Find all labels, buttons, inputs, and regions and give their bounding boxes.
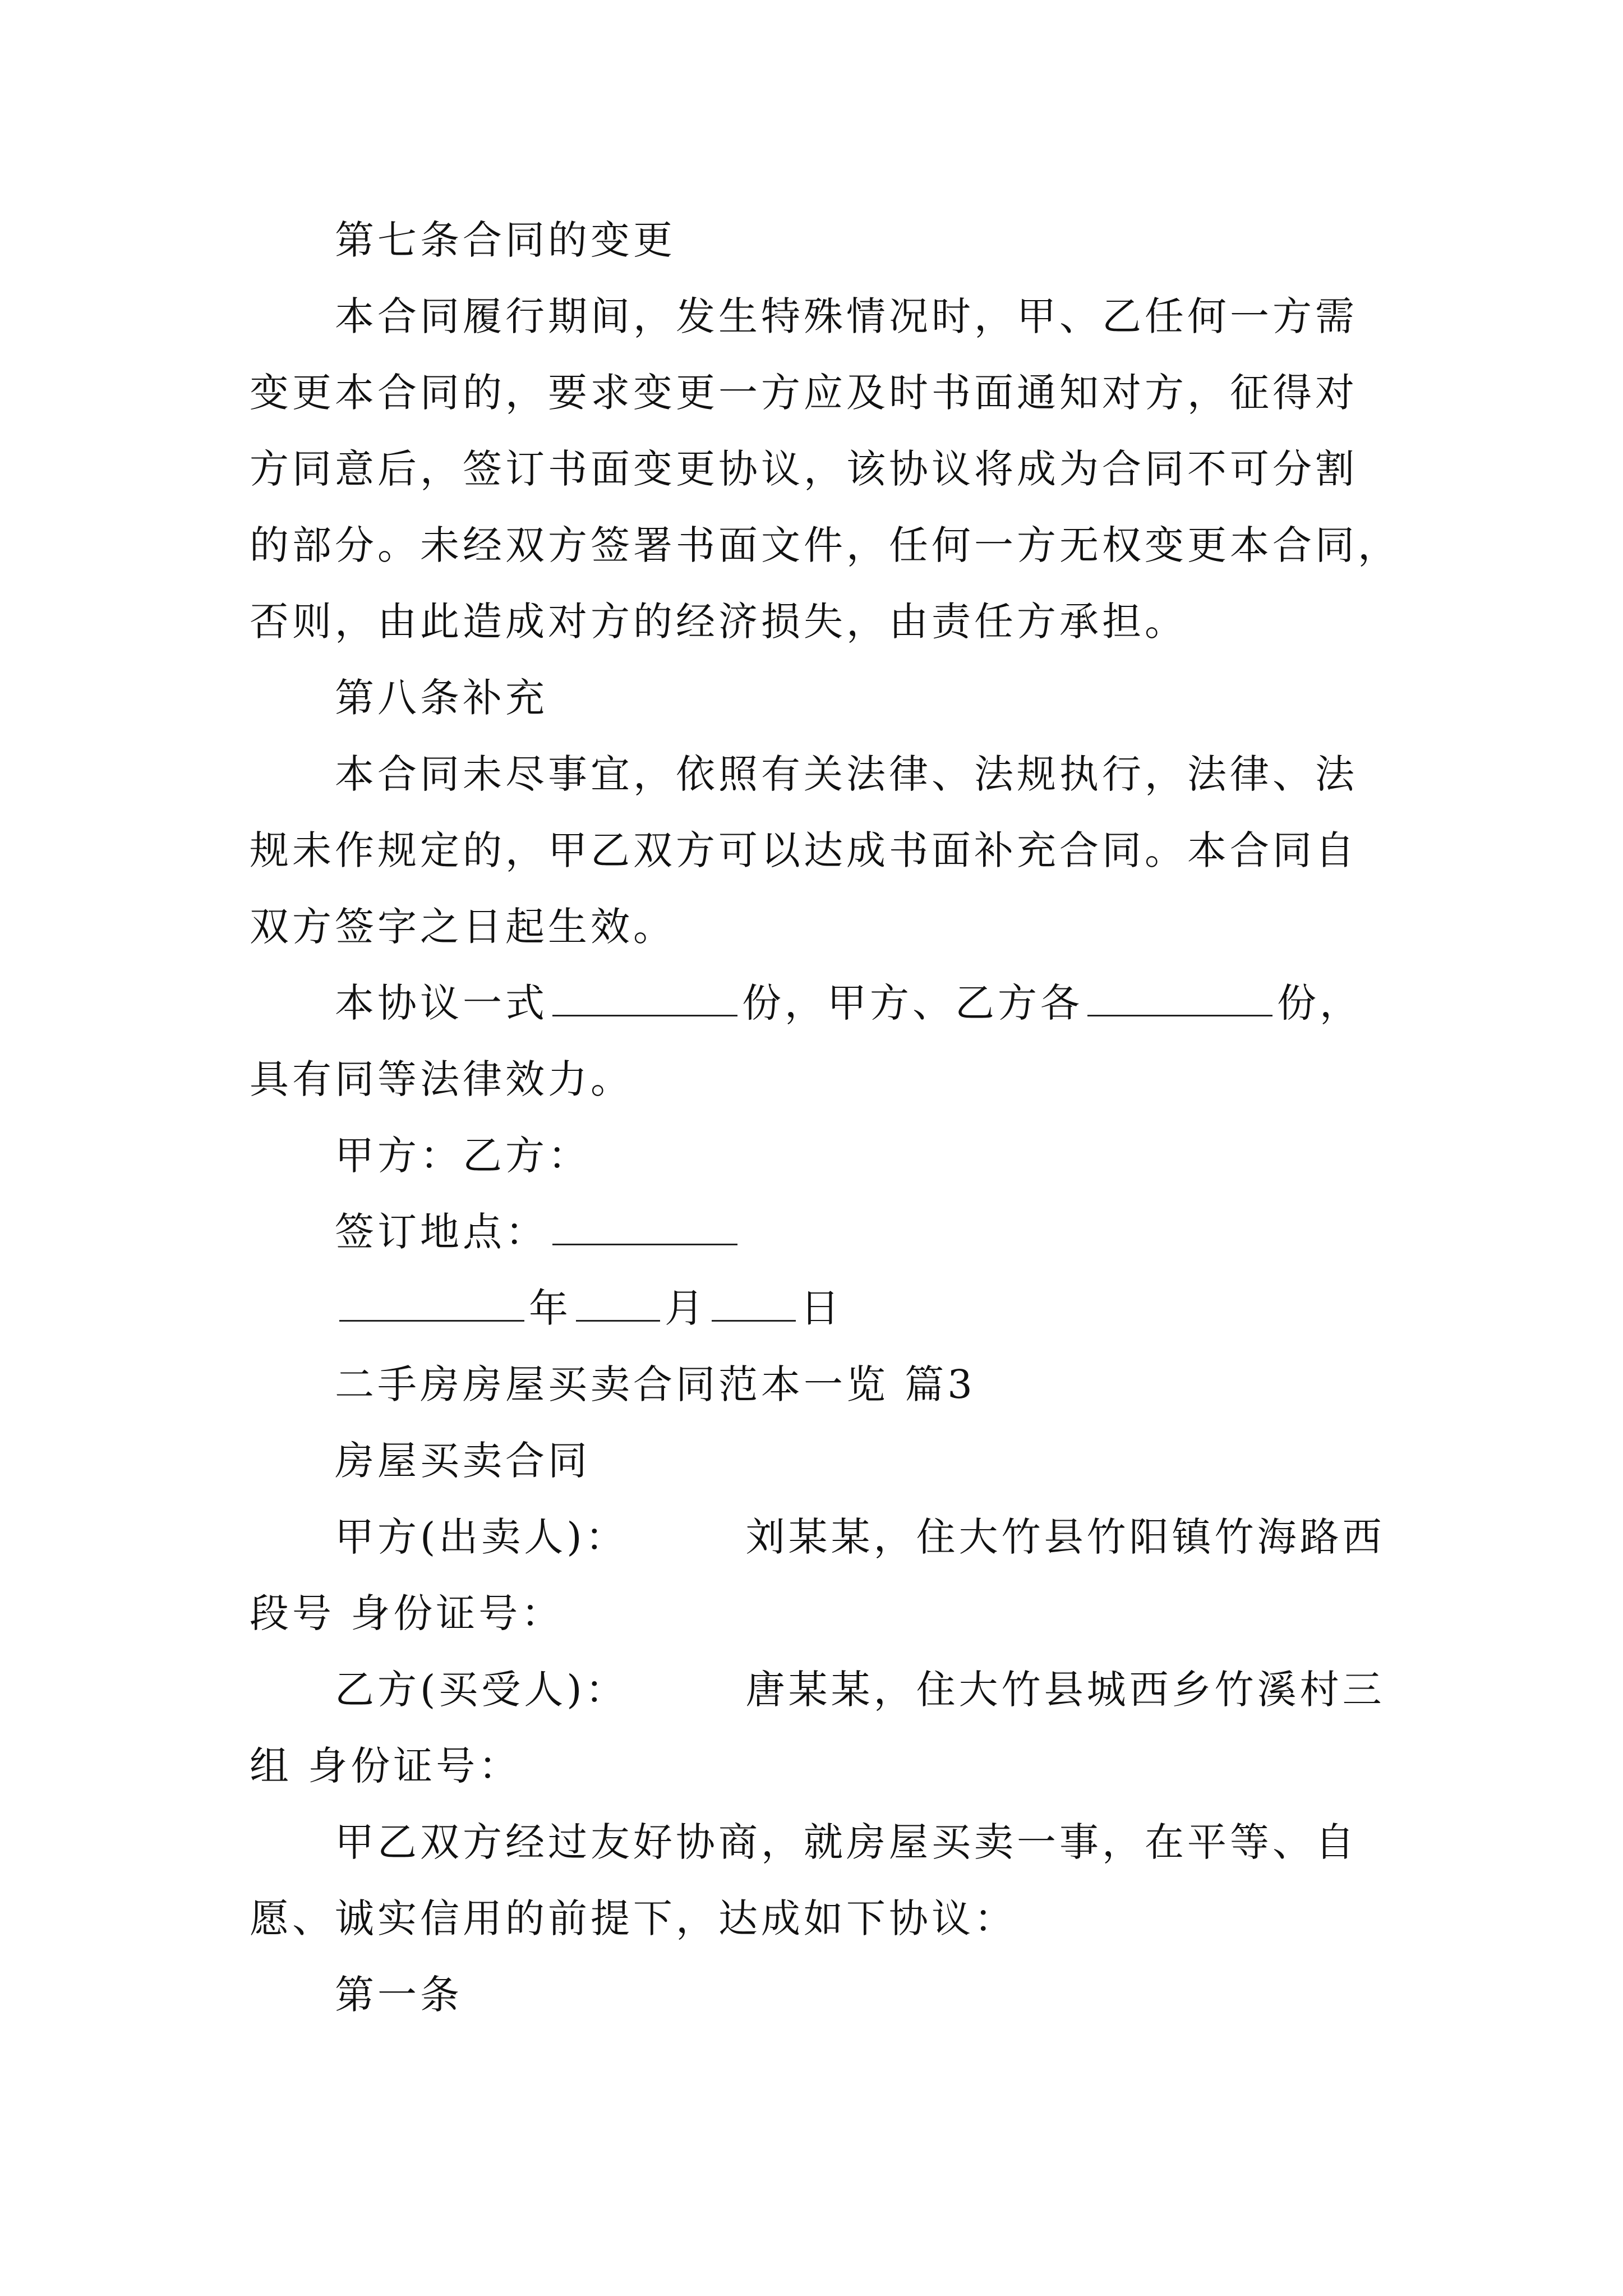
copies-count-blank: [552, 973, 737, 1016]
article-8-paragraph-line-3: 双方签字之日起生效。: [250, 904, 676, 950]
copies-line: [250, 965, 1382, 1041]
year-label: 年: [529, 1285, 571, 1331]
buyer-line: [250, 1651, 1385, 1728]
signing-place-blank: [552, 1202, 737, 1245]
section-title: 二手房房屋买卖合同范本一览 篇3: [335, 1361, 976, 1407]
copies-text-3: 份，: [1277, 980, 1362, 1026]
document-body: [250, 202, 1400, 2033]
seller-line: [250, 1499, 1385, 1575]
copies-text-2: 份，甲方、乙方各: [742, 980, 1083, 1026]
article-7-paragraph-line-1: 本合同履行期间，发生特殊情况时，甲、乙任何一方需: [335, 293, 1358, 339]
copies-each-blank: [1087, 973, 1272, 1016]
article-7-paragraph-line-3: 方同意后，签订书面变更协议，该协议将成为合同不可分割: [250, 446, 1358, 492]
article-7-paragraph-line-2: 变更本合同的，要求变更一方应及时书面通知对方，征得对: [250, 370, 1358, 416]
day-label: 日: [800, 1285, 843, 1331]
seller-line-2: 段号 身份证号：: [250, 1590, 564, 1636]
seller-info: 刘某某，住大竹县竹阳镇竹海路西: [745, 1514, 1385, 1560]
parties-signature-line: 甲方：乙方：: [335, 1133, 591, 1179]
buyer-info: 唐某某，住大竹县城西乡竹溪村三: [745, 1667, 1385, 1713]
signing-place-line: [250, 1194, 1382, 1270]
year-blank: [339, 1278, 524, 1322]
article-7-paragraph-line-5: 否则，由此造成对方的经济损失，由责任方承担。: [250, 599, 1187, 645]
buyer-line-2: 组 身份证号：: [250, 1743, 522, 1789]
day-blank: [712, 1278, 796, 1322]
article-7-heading: 第七条合同的变更: [335, 217, 676, 263]
contract-title: 房屋买卖合同: [335, 1438, 591, 1484]
article-7-paragraph-line-4: 的部分。未经双方签署书面文件，任何一方无权变更本合同，: [250, 522, 1400, 568]
agreement-line-2: 愿、诚实信用的前提下，达成如下协议：: [250, 1895, 1017, 1941]
seller-label: 甲方(出卖人)：: [335, 1514, 628, 1560]
article-8-heading: 第八条补充: [335, 675, 548, 721]
article-1-heading: 第一条: [335, 1972, 463, 2018]
buyer-label: 乙方(买受人)：: [335, 1667, 628, 1713]
copies-text-1: 本协议一式: [335, 980, 548, 1026]
signing-place-label: 签订地点：: [335, 1209, 548, 1255]
date-line: [250, 1270, 1382, 1346]
article-8-paragraph-line-2: 规未作规定的，甲乙双方可以达成书面补充合同。本合同自: [250, 827, 1358, 873]
copies-line-2: 具有同等法律效力。: [250, 1056, 633, 1102]
month-label: 月: [665, 1285, 707, 1331]
month-blank: [576, 1278, 660, 1322]
agreement-line-1: 甲乙双方经过友好协商，就房屋买卖一事，在平等、自: [335, 1819, 1358, 1865]
article-8-paragraph-line-1: 本合同未尽事宜，依照有关法律、法规执行，法律、法: [335, 751, 1358, 797]
